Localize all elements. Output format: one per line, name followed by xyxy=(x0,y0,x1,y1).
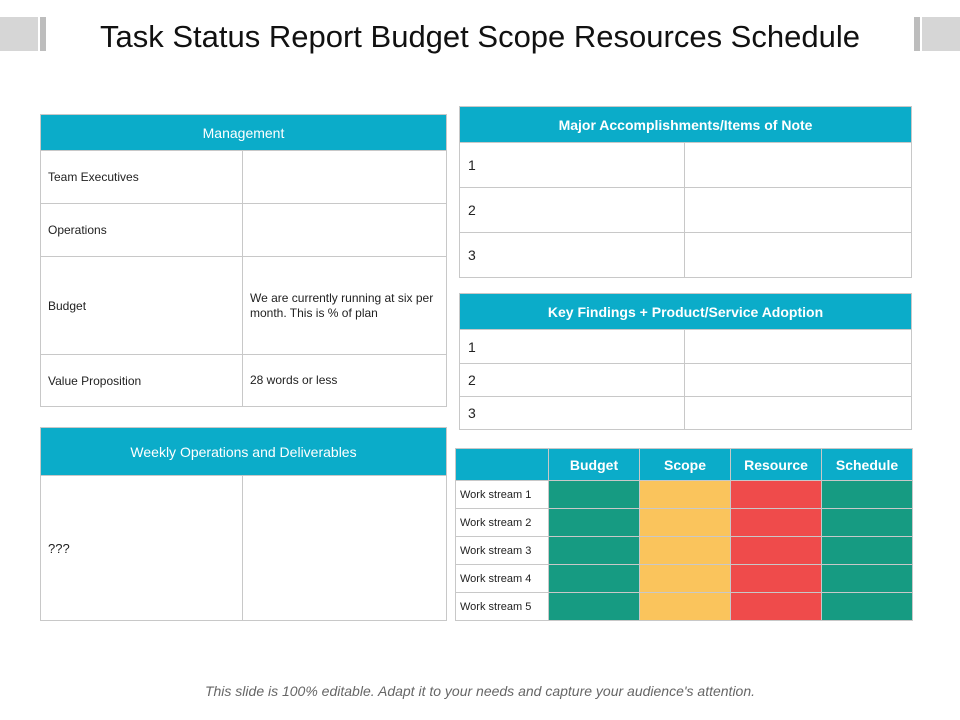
status-col-budget: Budget xyxy=(549,449,640,481)
management-row-value xyxy=(243,204,447,257)
management-row-label: Operations xyxy=(41,204,243,257)
work-stream-label: Work stream 4 xyxy=(456,565,549,593)
table-row xyxy=(460,364,912,397)
page-title: Task Status Report Budget Scope Resources Schedule xyxy=(100,19,860,54)
status-cell xyxy=(822,509,913,537)
footer-note: This slide is 100% editable. Adapt it to your needs and capture your audience's attention. xyxy=(204,683,756,699)
table-row xyxy=(41,476,447,621)
management-row-label: Budget xyxy=(41,257,243,355)
status-cell xyxy=(822,537,913,565)
finding-number: 1 xyxy=(460,330,685,364)
table-row xyxy=(41,151,447,204)
table-row xyxy=(460,233,912,278)
decor-bar-right xyxy=(914,17,960,51)
management-row-value: 28 words or less xyxy=(243,355,447,407)
status-row xyxy=(456,593,913,621)
table-row xyxy=(460,143,912,188)
management-row-value: We are currently running at six per month. This is % of plan xyxy=(243,257,447,355)
status-cell xyxy=(549,565,640,593)
status-cell xyxy=(640,593,731,621)
status-cell xyxy=(640,565,731,593)
table-row xyxy=(41,355,447,407)
work-stream-label: Work stream 1 xyxy=(456,481,549,509)
accomplishment-number: 2 xyxy=(460,188,685,233)
findings-table xyxy=(459,293,912,430)
status-cell xyxy=(640,509,731,537)
weekly-header: Weekly Operations and Deliverables xyxy=(41,428,447,476)
work-stream-label: Work stream 2 xyxy=(456,509,549,537)
status-col-resource: Resource xyxy=(731,449,822,481)
management-row-label: Value Proposition xyxy=(41,355,243,407)
management-table xyxy=(40,114,447,407)
status-cell xyxy=(822,481,913,509)
table-row xyxy=(41,204,447,257)
status-row xyxy=(456,537,913,565)
status-row xyxy=(456,509,913,537)
accomplishment-number: 1 xyxy=(460,143,685,188)
accomplishment-number: 3 xyxy=(460,233,685,278)
management-row-label: Team Executives xyxy=(41,151,243,204)
work-stream-label: Work stream 3 xyxy=(456,537,549,565)
table-row xyxy=(460,330,912,364)
findings-header: Key Findings + Product/Service Adoption xyxy=(460,294,912,330)
status-cell xyxy=(731,565,822,593)
status-cell xyxy=(731,481,822,509)
work-stream-label: Work stream 5 xyxy=(456,593,549,621)
status-cell xyxy=(731,509,822,537)
status-corner-header xyxy=(456,449,549,481)
status-cell xyxy=(640,537,731,565)
finding-number: 2 xyxy=(460,364,685,397)
status-cell xyxy=(822,565,913,593)
table-row xyxy=(41,257,447,355)
status-cell xyxy=(549,593,640,621)
status-row xyxy=(456,481,913,509)
status-cell xyxy=(731,593,822,621)
finding-number: 3 xyxy=(460,397,685,430)
accomplishments-table xyxy=(459,106,912,278)
weekly-right-cell xyxy=(243,476,447,621)
weekly-table xyxy=(40,427,447,621)
status-cell xyxy=(822,593,913,621)
management-header: Management xyxy=(41,115,447,151)
status-table xyxy=(455,448,913,621)
management-row-value xyxy=(243,151,447,204)
accomplishments-header: Major Accomplishments/Items of Note xyxy=(460,107,912,143)
status-cell xyxy=(549,509,640,537)
status-cell xyxy=(549,537,640,565)
status-cell xyxy=(731,537,822,565)
status-row xyxy=(456,565,913,593)
decor-bar-left xyxy=(0,17,46,51)
table-row xyxy=(460,397,912,430)
status-col-scope: Scope xyxy=(640,449,731,481)
status-cell xyxy=(549,481,640,509)
weekly-left-cell: ??? xyxy=(41,476,243,621)
table-row xyxy=(460,188,912,233)
status-col-schedule: Schedule xyxy=(822,449,913,481)
status-cell xyxy=(640,481,731,509)
